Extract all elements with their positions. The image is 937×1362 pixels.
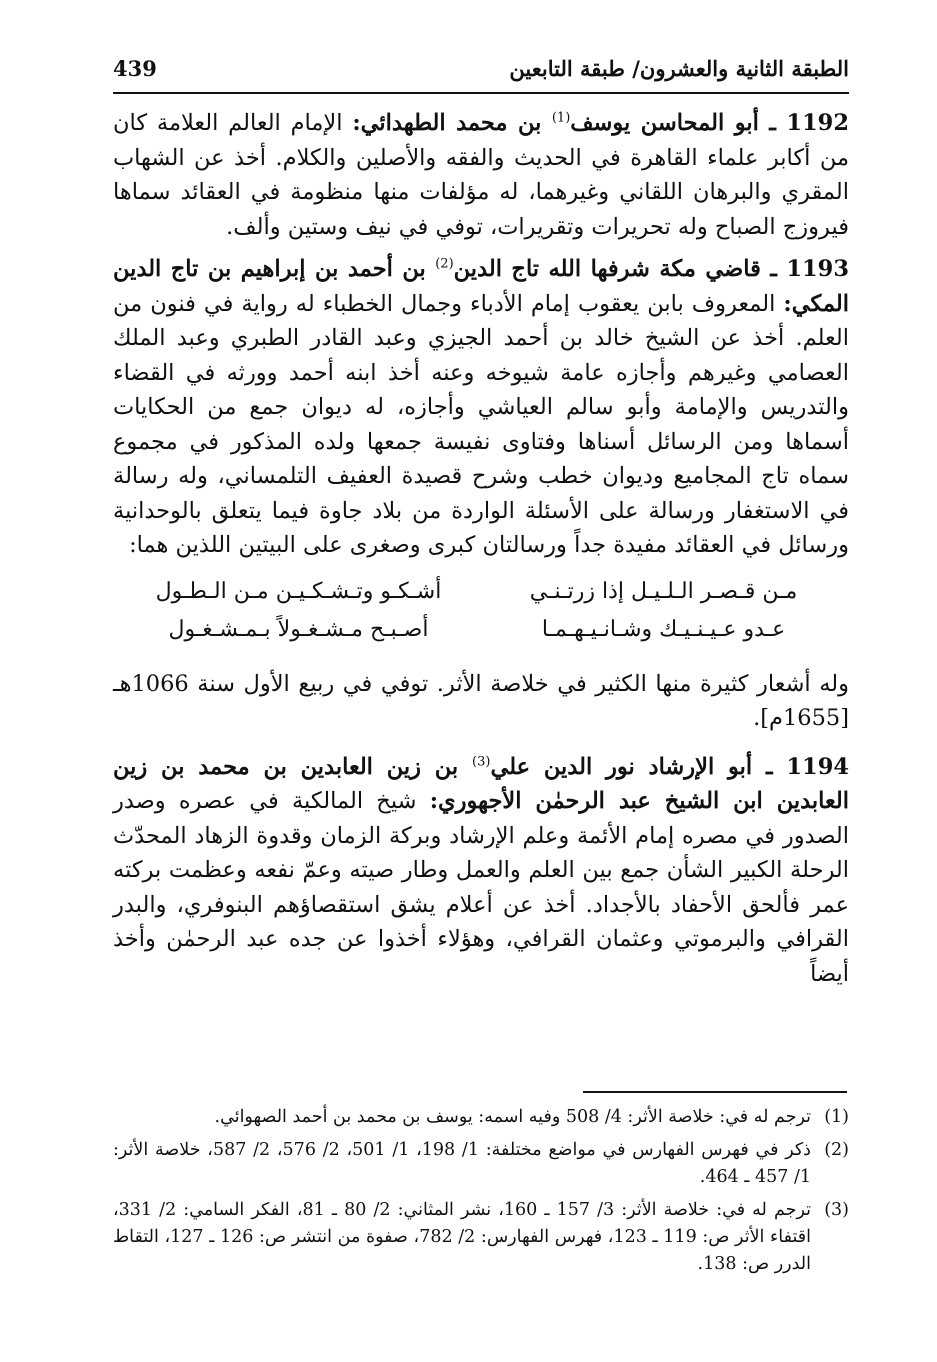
entry-1193: [113, 252, 849, 563]
entry-heading: 1192 ـ أبو المحاسن يوسف: [570, 110, 849, 136]
hemistich-first: عـدو عـيـنـيـك وشـانـيـهـمـا: [541, 616, 786, 642]
footnotes: [113, 1104, 849, 1284]
entry-heading: 1194 ـ أبو الإرشاد نور الدين علي: [490, 753, 850, 780]
footnote-2: [113, 1137, 849, 1191]
entry-text: المعروف بابن يعقوب إمام الأدباء وجمال الخطباء له رواية في فنون من العلم. أخذ عن الشيخ خالد بن أحمد الجيزي وعبد القادر الطبري وعبد الملك العصامي وغيرهم وأجازه عامة شيوخه وعنه أخذ ابنه أحمد وورثه في القضاء والتدريس والإمامة وأبو سالم العياشي وأجازه، له ديوان جمع من الحكايات أسماها ومن الرسائل أسناها وفتاوى نفيسة جمعها ولده المذكور في مجموع سماه تاج المجاميع وديوان خطب وشرح قصيدة العفيف التلمساني، وله رسالة في الاستغفار ورسالة على الأسئلة الواردة من بلاد جاوة فيما يتعلق بالوحدانية ورسائل في العقائد مفيدة جداً ورسالتان كبرى وصغرى على البيتين اللذين هما:: [113, 290, 849, 558]
footnote-text: ترجم له في: خلاصة الأثر: 4/ 508 وفيه اسمه: يوسف بن محمد بن أحمد الصهوائي.: [214, 1107, 811, 1127]
footnote-number: (3): [824, 1200, 849, 1220]
footnote-ref: (1): [551, 110, 571, 126]
footnote-ref: (3): [472, 754, 491, 769]
entry-heading-cont: بن أحمد بن إبراهيم بن تاج الدين المكي:: [113, 256, 849, 317]
entry-1194: [113, 750, 849, 992]
footnote-number: (2): [824, 1140, 849, 1160]
footnote-number: (1): [824, 1107, 849, 1127]
entry-text: شيخ المالكية في عصره وصدر الصدور في مصره إمام الأئمة وعلم الإرشاد وبركة الزمان وقدوة الزهاد المحدّث الرحلة الكبير الشأن جمع بين العلم والعمل وطار صيته وعمّ نفعه وعظمت بركته عمر فألحق الأحفاد بالأجداد. أخذ عن أعلام يشق استقصاؤهم البنوفري، والبدر القرافي والبرموتي وعثمان القرافي، وهؤلاء أخذوا عن جده عبد الرحمٰن وأخذ أيضاً: [113, 788, 849, 987]
hemistich-second: أصـبـح مـشـغـولاً بـمـشـغـول: [168, 616, 429, 642]
running-header: [113, 52, 849, 94]
hemistich-first: مـن قـصـر الـلـيـل إذا زرتـنـي: [529, 578, 798, 604]
poem: [113, 573, 849, 649]
entry-1192: [113, 106, 849, 244]
entry-heading-cont: بن زين العابدين بن محمد بن زين العابدين ابن الشيخ عبد الرحمٰن الأجهوري:: [113, 753, 849, 814]
page-number: 439: [113, 56, 157, 81]
chapter-title: الطبقة الثانية والعشرون/ طبقة التابعين: [509, 56, 849, 81]
poem-verse: [113, 611, 849, 649]
footnote-divider: [583, 1091, 847, 1093]
poem-verse: [113, 573, 849, 611]
hemistich-second: أشـكـو وتـشـكـيـن مـن الـطـول: [155, 578, 442, 604]
entry-heading-cont: بن محمد الطهدائي:: [352, 110, 552, 136]
footnote-text: ذكر في فهرس الفهارس في مواضع مختلفة: 1/ 198، 1/ 501، 2/ 576، 2/ 587، خلاصة الأثر: 1/ 457 ـ 464.: [113, 1140, 811, 1187]
entry-heading: 1193 ـ قاضي مكة شرفها الله تاج الدين: [453, 256, 849, 282]
entry-1193-closing: وله أشعار كثيرة منها الكثير في خلاصة الأثر. توفي في ربيع الأول سنة 1066هـ [1655م].: [113, 670, 849, 731]
main-text: [113, 106, 849, 999]
footnote-ref: (2): [435, 256, 454, 272]
footnote-text: ترجم له في: خلاصة الأثر: 3/ 157 ـ 160، نشر المثاني: 2/ 80 ـ 81، الفكر السامي: 2/ 331، اقتفاء الأثر ص: 119 ـ 123، فهرس الفهارس: 2/ 782، صفوة من انتشر ص: 126 ـ 127، التقاط الدرر ص: 138.: [113, 1200, 811, 1274]
footnote-3: [113, 1197, 849, 1278]
footnote-1: [113, 1104, 849, 1131]
entry-text: الإمام العالم العلامة كان من أكابر علماء القاهرة في الحديث والفقه والأصلين والكلام. أخذ عن الشهاب المقري والبرهان اللقاني وغيرهما، له مؤلفات منها منظومة في العقائد سماها فيروزج الصباح وله تحريرات وتقريرات، توفي في نيف وستين وألف.: [113, 110, 849, 240]
